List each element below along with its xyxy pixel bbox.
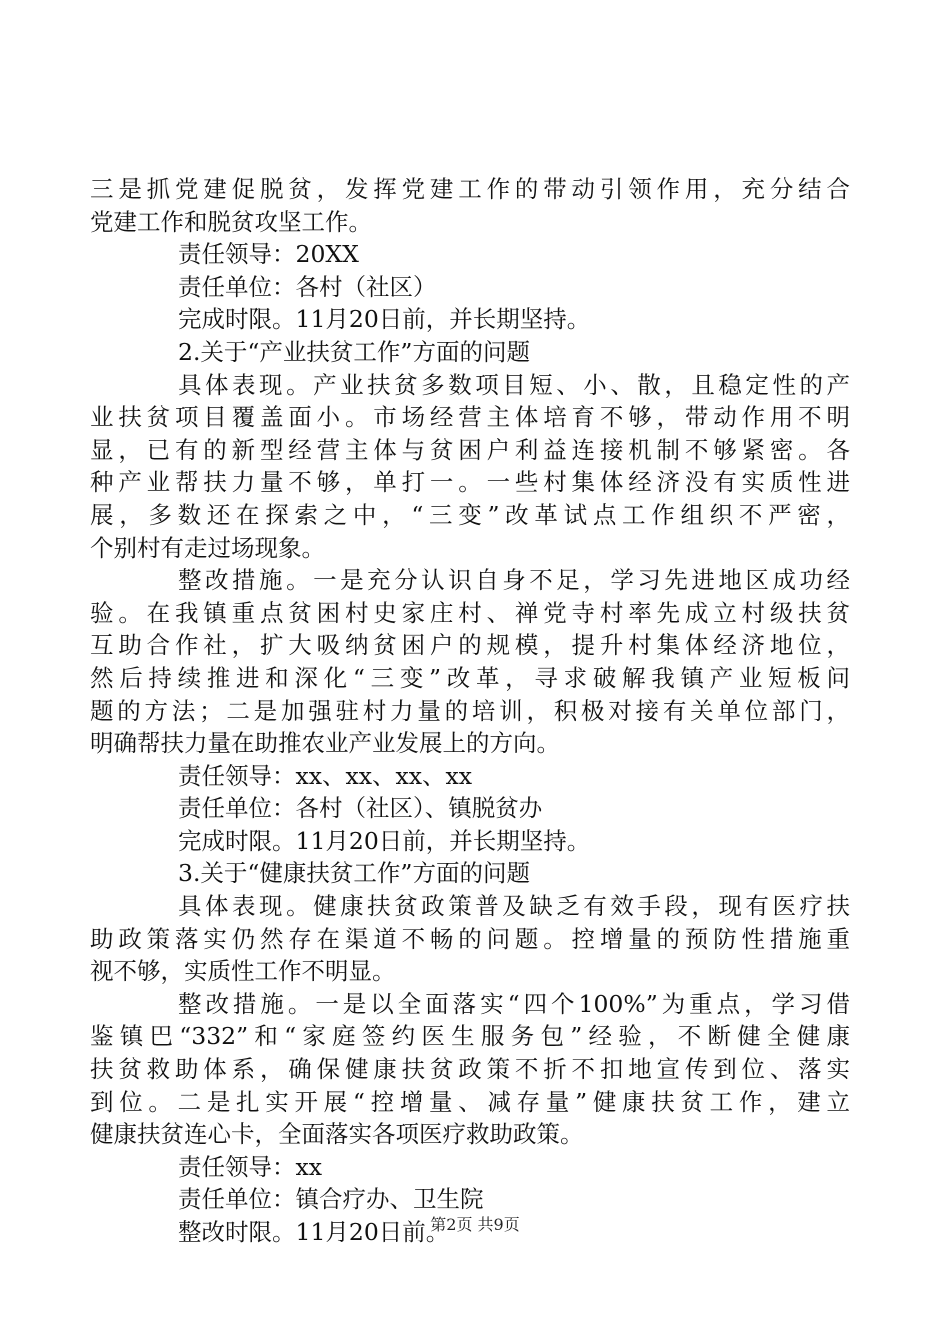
text-line: 然后持续推进和深化“三变”改革，寻求破解我镇产业短板问 — [90, 663, 850, 692]
text-line: 鉴镇巴“332”和“家庭签约医生服务包”经验，不断健全健康 — [90, 1022, 850, 1051]
text-line: 具体表现。产业扶贫多数项目短、小、散，且稳定性的产 — [178, 370, 850, 399]
text-line: 完成时限。11月20日前，并长期坚持。 — [178, 305, 591, 334]
text-line: 明确帮扶力量在助推农业产业发展上的方向。 — [90, 729, 560, 758]
text-line: 整改措施。一是以全面落实“四个100%”为重点，学习借 — [178, 989, 850, 1018]
page-footer: 第2页 共9页 — [430, 1215, 520, 1234]
text-line: 展，多数还在探索之中，“三变”改革试点工作组织不严密， — [90, 500, 850, 529]
text-line: 业扶贫项目覆盖面小。市场经营主体培育不够，带动作用不明 — [90, 403, 850, 432]
document-body — [90, 173, 850, 1249]
text-line: 整改时限。11月20日前。 — [178, 1218, 450, 1246]
text-line: 责任领导：xx — [178, 1152, 323, 1181]
text-line: 健康扶贫连心卡，全面落实各项医疗救助政策。 — [90, 1120, 584, 1149]
text-line: 整改措施。一是充分认识自身不足，学习先进地区成功经 — [178, 566, 850, 595]
text-line: 扶贫救助体系，确保健康扶贫政策不折不扣地宣传到位、落实 — [90, 1055, 850, 1084]
text-line: 3.关于“健康扶贫工作”方面的问题 — [178, 859, 530, 888]
text-line: 责任领导：xx、xx、xx、xx — [178, 761, 473, 790]
text-line: 责任单位：各村（社区）、镇脱贫办 — [178, 794, 543, 823]
text-line: 题的方法；二是加强驻村力量的培训，积极对接有关单位部门， — [90, 696, 850, 725]
text-line: 2.关于“产业扶贫工作”方面的问题 — [178, 337, 530, 366]
text-line: 责任单位：镇合疗办、卫生院 — [178, 1185, 484, 1214]
text-line: 显，已有的新型经营主体与贫困户利益连接机制不够紧密。各 — [90, 435, 850, 464]
text-line: 党建工作和脱贫攻坚工作。 — [90, 207, 372, 236]
text-line: 助政策落实仍然存在渠道不畅的问题。控增量的预防性措施重 — [90, 924, 850, 953]
text-line: 责任领导：20XX — [178, 240, 359, 269]
text-line: 验。在我镇重点贫困村史家庄村、禅党寺村率先成立村级扶贫 — [90, 598, 850, 627]
text-line: 三是抓党建促脱贫，发挥党建工作的带动引领作用，充分结合 — [90, 175, 850, 203]
text-line: 种产业帮扶力量不够，单打一。一些村集体经济没有实质性进 — [90, 468, 850, 497]
text-line: 互助合作社，扩大吸纳贫困户的规模，提升村集体经济地位， — [90, 631, 850, 660]
text-line: 视不够，实质性工作不明显。 — [90, 957, 396, 986]
text-line: 完成时限。11月20日前，并长期坚持。 — [178, 826, 591, 855]
text-line: 责任单位：各村（社区） — [178, 272, 437, 301]
text-line: 具体表现。健康扶贫政策普及缺乏有效手段，现有医疗扶 — [178, 892, 850, 921]
text-line: 到位。二是扎实开展“控增量、减存量”健康扶贫工作，建立 — [90, 1087, 850, 1116]
text-line: 个别村有走过场现象。 — [90, 533, 325, 562]
